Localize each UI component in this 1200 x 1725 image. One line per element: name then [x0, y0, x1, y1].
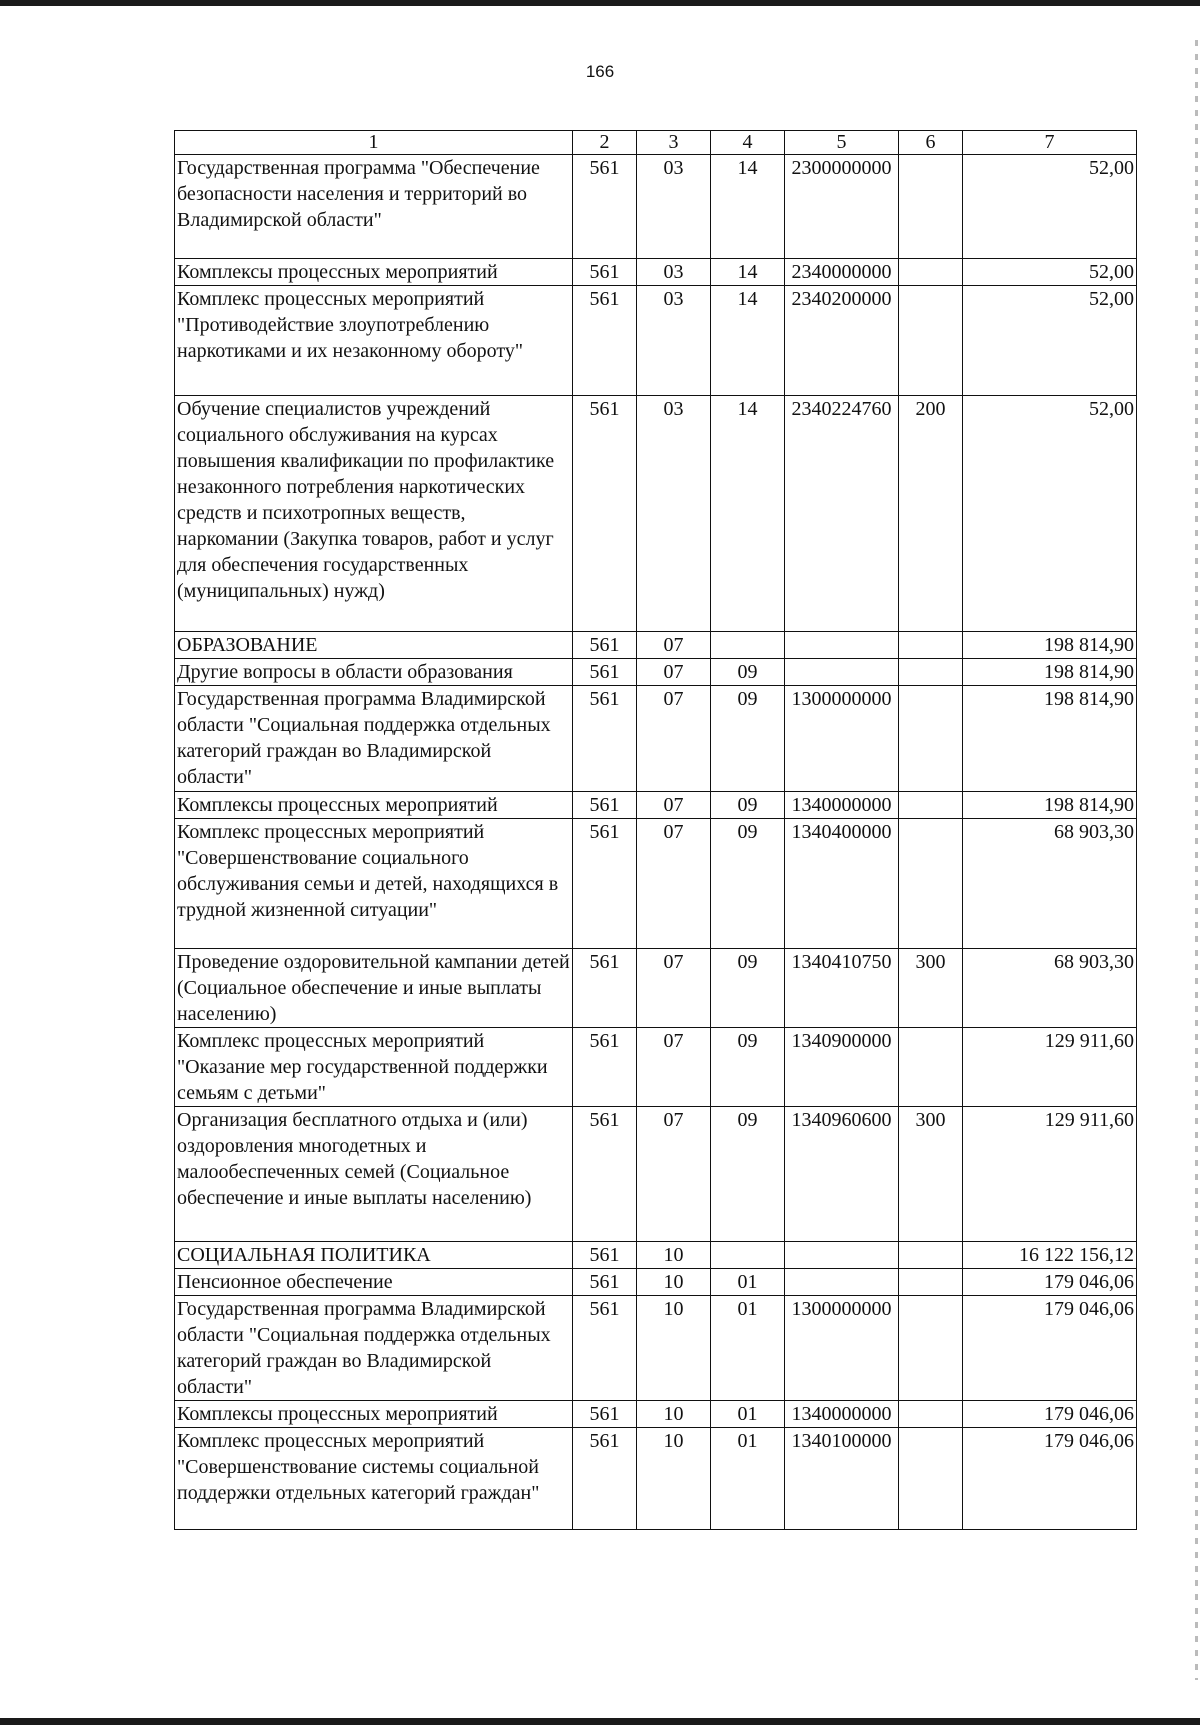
row-c3: 10	[637, 1428, 711, 1530]
row-c6	[899, 286, 963, 396]
row-c2: 561	[573, 1401, 637, 1428]
row-c2: 561	[573, 155, 637, 259]
row-c4: 09	[711, 1107, 785, 1242]
table-row	[175, 819, 1137, 949]
row-c3: 07	[637, 819, 711, 949]
row-amount: 52,00	[963, 259, 1137, 286]
row-name: Комплексы процессных мероприятий	[175, 259, 573, 286]
row-c3: 03	[637, 286, 711, 396]
row-c2: 561	[573, 286, 637, 396]
row-amount: 198 814,90	[963, 686, 1137, 792]
table-row	[175, 1401, 1137, 1428]
row-c2: 561	[573, 949, 637, 1028]
row-c5: 1340000000	[785, 792, 899, 819]
row-name: Обучение специалистов учреждений социального обслуживания на курсах повышения квалификации по профилактике незаконного потребления наркотических средств и психотропных веществ, наркомании (Закупка товаров, работ и услуг для обеспечения государственных (муниципальных) нужд)	[175, 396, 573, 632]
row-amount: 179 046,06	[963, 1296, 1137, 1401]
header-cell: 7	[963, 131, 1137, 155]
row-name: Другие вопросы в области образования	[175, 659, 573, 686]
row-c5: 1340000000	[785, 1401, 899, 1428]
budget-table	[174, 130, 1137, 1530]
row-c5: 1340960600	[785, 1107, 899, 1242]
row-c5	[785, 1242, 899, 1269]
header-cell: 3	[637, 131, 711, 155]
row-c2: 561	[573, 1269, 637, 1296]
row-c3: 07	[637, 792, 711, 819]
row-c3: 07	[637, 1028, 711, 1107]
row-amount: 198 814,90	[963, 792, 1137, 819]
row-name: Государственная программа Владимирской области "Социальная поддержка отдельных категорий граждан во Владимирской области"	[175, 686, 573, 792]
row-c6	[899, 1242, 963, 1269]
row-c5: 1300000000	[785, 686, 899, 792]
table-row	[175, 1242, 1137, 1269]
row-name: СОЦИАЛЬНАЯ ПОЛИТИКА	[175, 1242, 573, 1269]
row-c3: 03	[637, 396, 711, 632]
row-c3: 10	[637, 1269, 711, 1296]
row-amount: 179 046,06	[963, 1401, 1137, 1428]
row-c4: 09	[711, 792, 785, 819]
row-name: Комплекс процессных мероприятий "Оказание мер государственной поддержки семьям с детьми"	[175, 1028, 573, 1107]
row-amount: 68 903,30	[963, 819, 1137, 949]
row-c6	[899, 819, 963, 949]
table-row	[175, 659, 1137, 686]
row-amount: 52,00	[963, 396, 1137, 632]
row-name: Организация бесплатного отдыха и (или) оздоровления многодетных и малообеспеченных семей (Социальное обеспечение и иные выплаты населению)	[175, 1107, 573, 1242]
table-row	[175, 286, 1137, 396]
row-name: Комплекс процессных мероприятий "Совершенствование социального обслуживания семьи и детей, находящихся в трудной жизненной ситуации"	[175, 819, 573, 949]
row-c6: 300	[899, 949, 963, 1028]
row-c6	[899, 792, 963, 819]
row-c2: 561	[573, 396, 637, 632]
row-amount: 198 814,90	[963, 632, 1137, 659]
row-amount: 179 046,06	[963, 1428, 1137, 1530]
row-c2: 561	[573, 632, 637, 659]
row-amount: 16 122 156,12	[963, 1242, 1137, 1269]
row-c2: 561	[573, 259, 637, 286]
row-name: Государственная программа "Обеспечение безопасности населения и территорий во Владимирской области"	[175, 155, 573, 259]
table-row	[175, 632, 1137, 659]
row-name: Комплексы процессных мероприятий	[175, 792, 573, 819]
row-c6: 200	[899, 396, 963, 632]
row-c5: 1340400000	[785, 819, 899, 949]
table-row	[175, 155, 1137, 259]
row-c5	[785, 632, 899, 659]
row-c6	[899, 1401, 963, 1428]
scan-top-edge	[0, 0, 1200, 6]
row-amount: 129 911,60	[963, 1028, 1137, 1107]
scan-right-margin	[1195, 40, 1198, 1680]
row-c6	[899, 1296, 963, 1401]
row-c2: 561	[573, 1107, 637, 1242]
row-c3: 03	[637, 155, 711, 259]
row-c4: 14	[711, 396, 785, 632]
row-name: Пенсионное обеспечение	[175, 1269, 573, 1296]
row-c5: 1300000000	[785, 1296, 899, 1401]
row-c5: 2300000000	[785, 155, 899, 259]
row-amount: 68 903,30	[963, 949, 1137, 1028]
table-row	[175, 1269, 1137, 1296]
row-amount: 198 814,90	[963, 659, 1137, 686]
page-number: 166	[585, 62, 615, 81]
row-c6	[899, 259, 963, 286]
header-cell: 6	[899, 131, 963, 155]
row-amount: 52,00	[963, 155, 1137, 259]
row-c4: 14	[711, 155, 785, 259]
row-c2: 561	[573, 819, 637, 949]
row-c2: 561	[573, 792, 637, 819]
row-c6	[899, 1028, 963, 1107]
header-cell: 2	[573, 131, 637, 155]
row-c2: 561	[573, 1028, 637, 1107]
row-c6	[899, 1269, 963, 1296]
row-c4: 09	[711, 949, 785, 1028]
row-c5: 1340410750	[785, 949, 899, 1028]
row-c3: 10	[637, 1242, 711, 1269]
row-c4	[711, 1242, 785, 1269]
row-c2: 561	[573, 1428, 637, 1530]
row-c3: 03	[637, 259, 711, 286]
row-c4	[711, 632, 785, 659]
row-c6	[899, 155, 963, 259]
table-row	[175, 396, 1137, 632]
row-c3: 10	[637, 1296, 711, 1401]
row-c5: 2340224760	[785, 396, 899, 632]
row-c4: 09	[711, 1028, 785, 1107]
row-c4: 01	[711, 1296, 785, 1401]
header-cell: 1	[175, 131, 573, 155]
row-name: Комплекс процессных мероприятий "Противодействие злоупотреблению наркотиками и их незаконному обороту"	[175, 286, 573, 396]
table-row	[175, 1107, 1137, 1242]
row-c4: 01	[711, 1401, 785, 1428]
row-c4: 09	[711, 819, 785, 949]
row-amount: 52,00	[963, 286, 1137, 396]
table-row	[175, 1428, 1137, 1530]
table-row	[175, 792, 1137, 819]
row-c5	[785, 1269, 899, 1296]
row-c6	[899, 686, 963, 792]
table-row	[175, 1296, 1137, 1401]
row-c2: 561	[573, 686, 637, 792]
row-amount: 179 046,06	[963, 1269, 1137, 1296]
row-c3: 07	[637, 1107, 711, 1242]
row-c5: 1340100000	[785, 1428, 899, 1530]
header-cell: 4	[711, 131, 785, 155]
row-c5: 2340000000	[785, 259, 899, 286]
row-c3: 07	[637, 949, 711, 1028]
row-name: ОБРАЗОВАНИЕ	[175, 632, 573, 659]
row-c5: 2340200000	[785, 286, 899, 396]
table-row	[175, 949, 1137, 1028]
row-c4: 01	[711, 1269, 785, 1296]
row-c2: 561	[573, 1242, 637, 1269]
row-c4: 14	[711, 286, 785, 396]
row-c4: 09	[711, 659, 785, 686]
row-name: Комплекс процессных мероприятий "Совершенствование системы социальной поддержки отдельных категорий граждан"	[175, 1428, 573, 1530]
row-c4: 09	[711, 686, 785, 792]
row-c3: 07	[637, 659, 711, 686]
table-row	[175, 686, 1137, 792]
table-row	[175, 1028, 1137, 1107]
header-row	[175, 131, 1137, 155]
row-c2: 561	[573, 659, 637, 686]
table-row	[175, 259, 1137, 286]
row-c2: 561	[573, 1296, 637, 1401]
row-c5	[785, 659, 899, 686]
row-c6	[899, 632, 963, 659]
row-c4: 14	[711, 259, 785, 286]
row-name: Государственная программа Владимирской области "Социальная поддержка отдельных категорий граждан во Владимирской области"	[175, 1296, 573, 1401]
row-amount: 129 911,60	[963, 1107, 1137, 1242]
row-c6	[899, 659, 963, 686]
header-cell: 5	[785, 131, 899, 155]
row-c4: 01	[711, 1428, 785, 1530]
row-c3: 07	[637, 632, 711, 659]
scan-bottom-edge	[0, 1718, 1200, 1725]
row-c6: 300	[899, 1107, 963, 1242]
row-name: Проведение оздоровительной кампании детей (Социальное обеспечение и иные выплаты населению)	[175, 949, 573, 1028]
row-c6	[899, 1428, 963, 1530]
row-c3: 07	[637, 686, 711, 792]
row-name: Комплексы процессных мероприятий	[175, 1401, 573, 1428]
row-c3: 10	[637, 1401, 711, 1428]
row-c5: 1340900000	[785, 1028, 899, 1107]
